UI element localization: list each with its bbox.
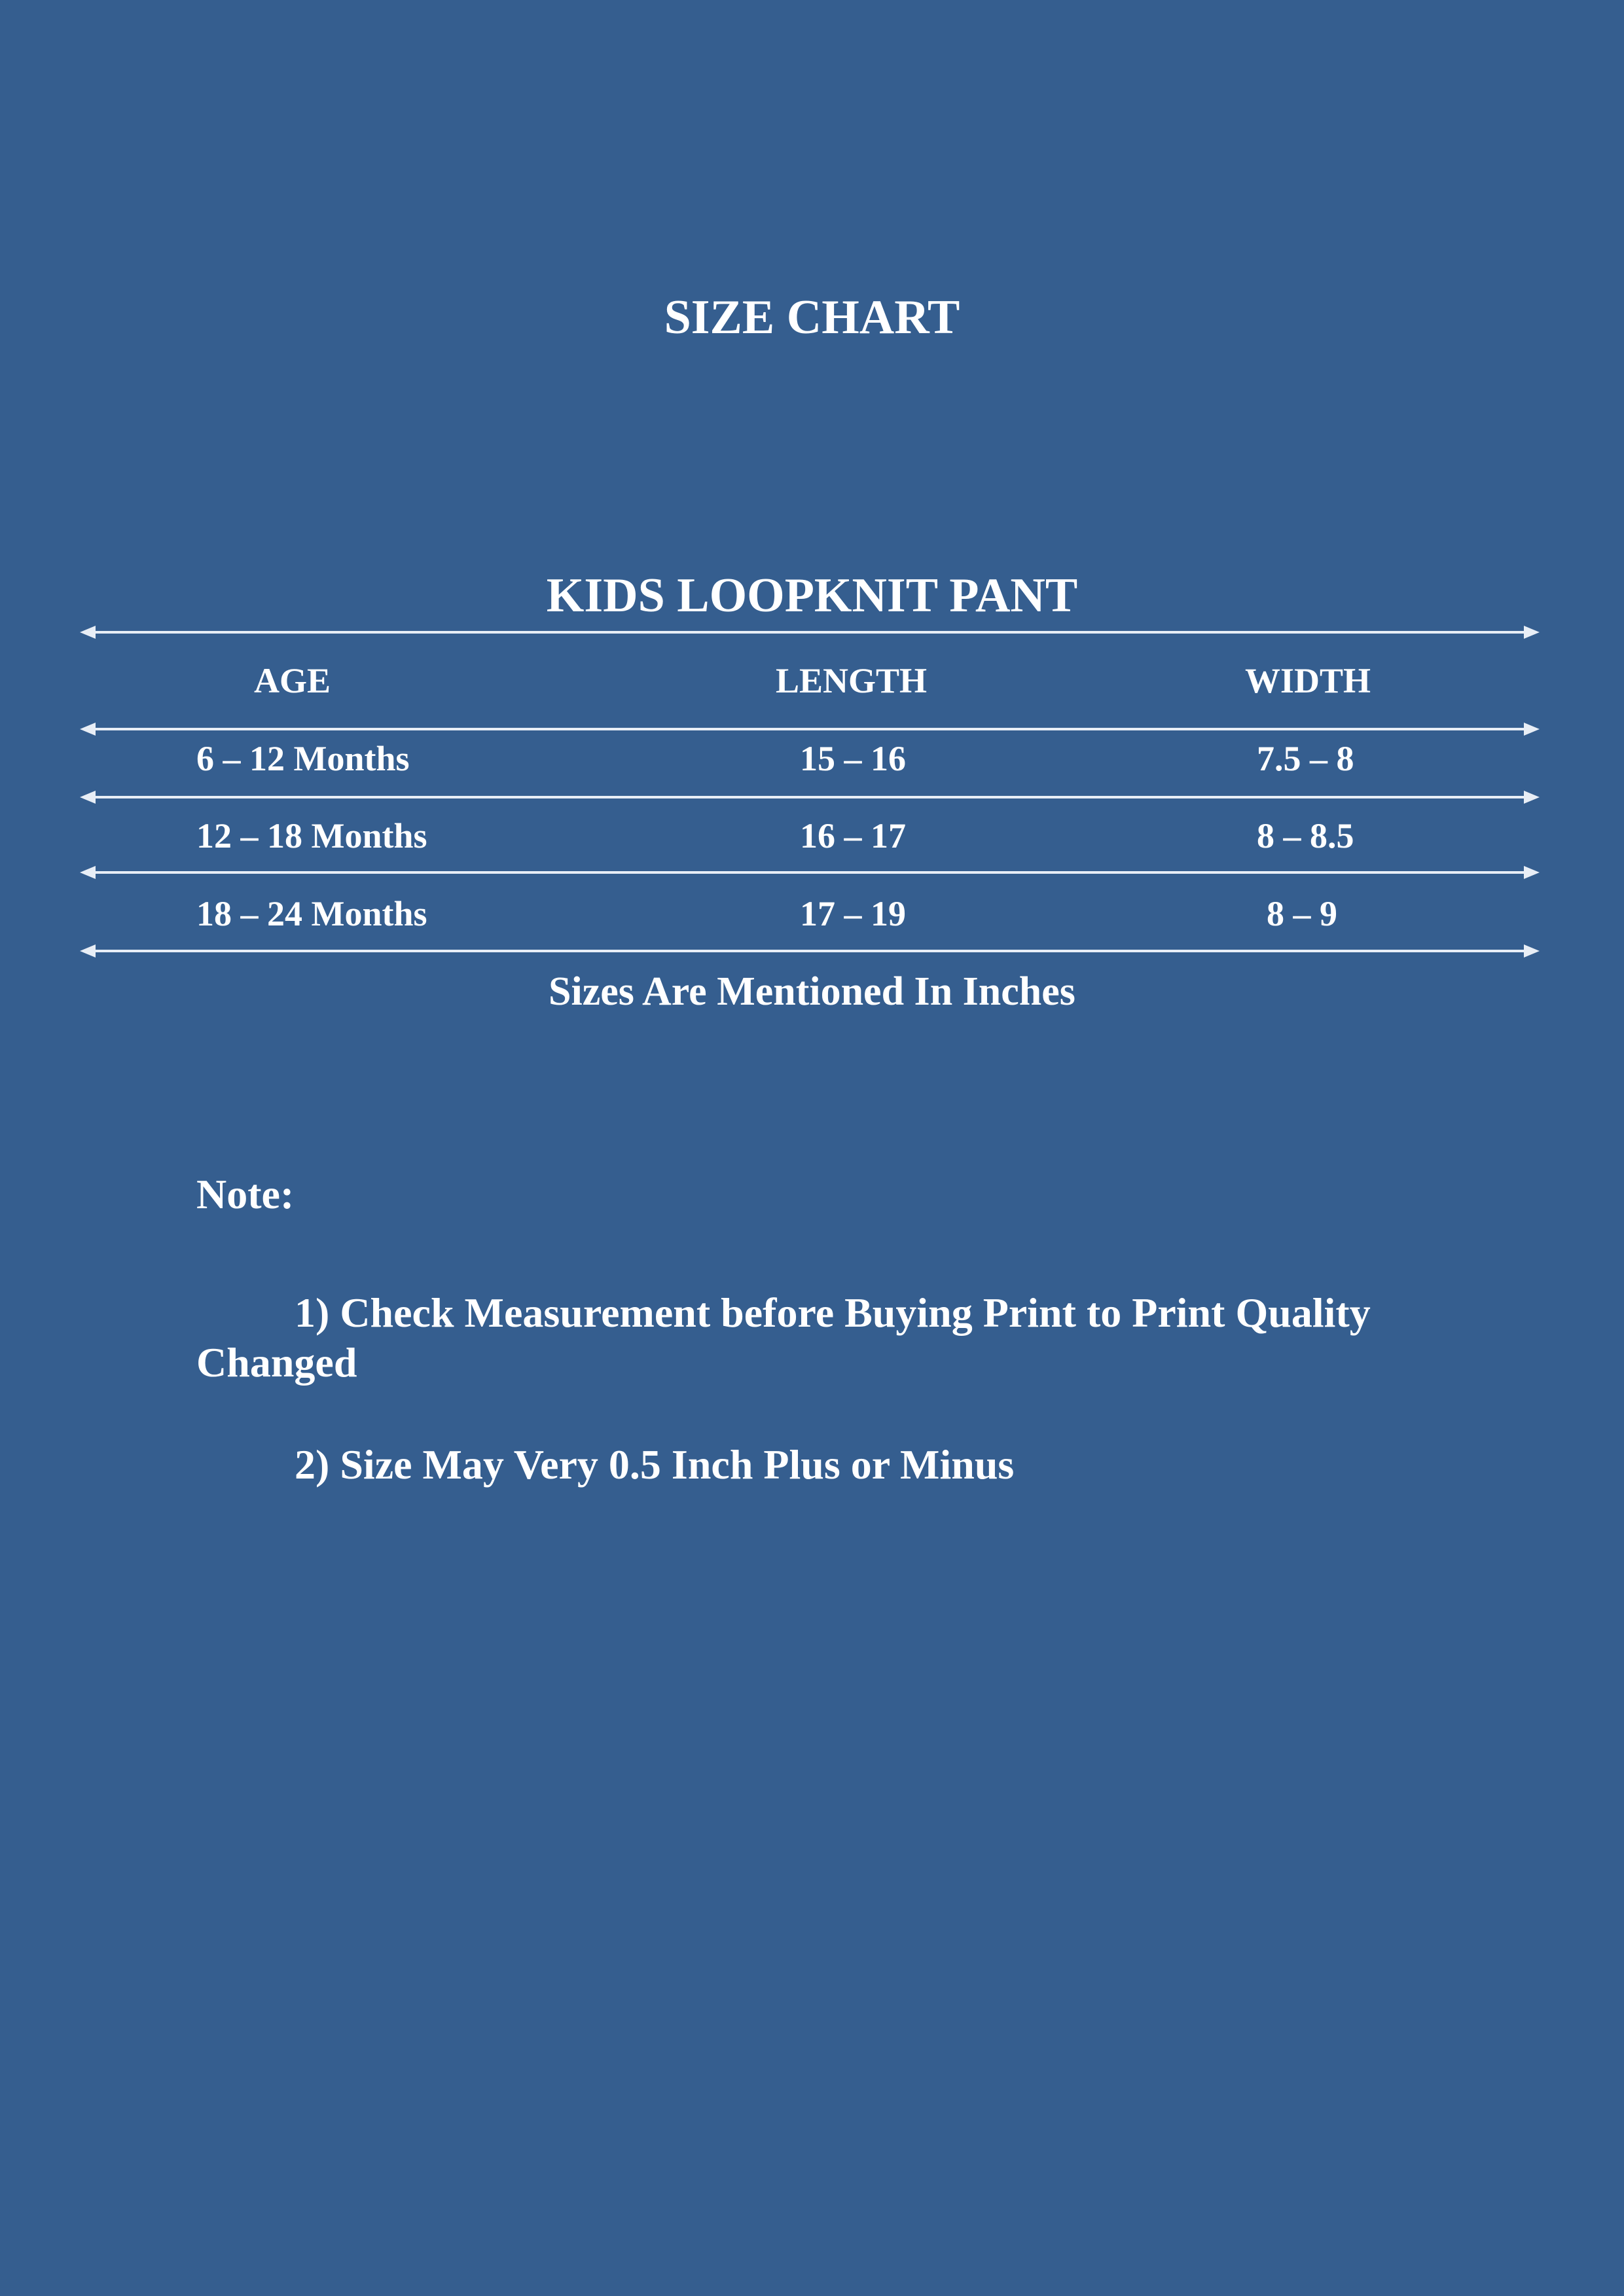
width-cell: 7.5 – 8 xyxy=(1257,739,1354,778)
row-divider-arrow-rule xyxy=(80,789,1540,806)
width-cell: 8 – 9 xyxy=(1267,894,1337,933)
note-item: 2) Size May Very 0.5 Inch Plus or Minus xyxy=(295,1441,1015,1488)
product-name: KIDS LOOPKNIT PANT xyxy=(546,569,1078,622)
size-chart-title: SIZE CHART xyxy=(664,291,960,344)
table-top-arrow-rule xyxy=(80,624,1540,641)
age-cell: 18 – 24 Months xyxy=(196,894,427,933)
column-header-length: LENGTH xyxy=(776,661,928,700)
row-divider-arrow-rule xyxy=(80,864,1540,881)
column-header-age: AGE xyxy=(254,661,331,700)
units-note: Sizes Are Mentioned In Inches xyxy=(549,969,1075,1014)
note-item: 1) Check Measurement before Buying Print to Print Quality Changed xyxy=(196,1289,1371,1386)
column-header-width: WIDTH xyxy=(1245,661,1371,700)
length-cell: 15 – 16 xyxy=(800,739,906,778)
age-cell: 6 – 12 Months xyxy=(196,739,410,778)
note-label: Note: xyxy=(196,1171,295,1217)
length-cell: 17 – 19 xyxy=(800,894,906,933)
age-cell: 12 – 18 Months xyxy=(196,816,427,855)
length-cell: 16 – 17 xyxy=(800,816,906,855)
table-bottom-arrow-rule xyxy=(80,942,1540,960)
width-cell: 8 – 8.5 xyxy=(1257,816,1354,855)
